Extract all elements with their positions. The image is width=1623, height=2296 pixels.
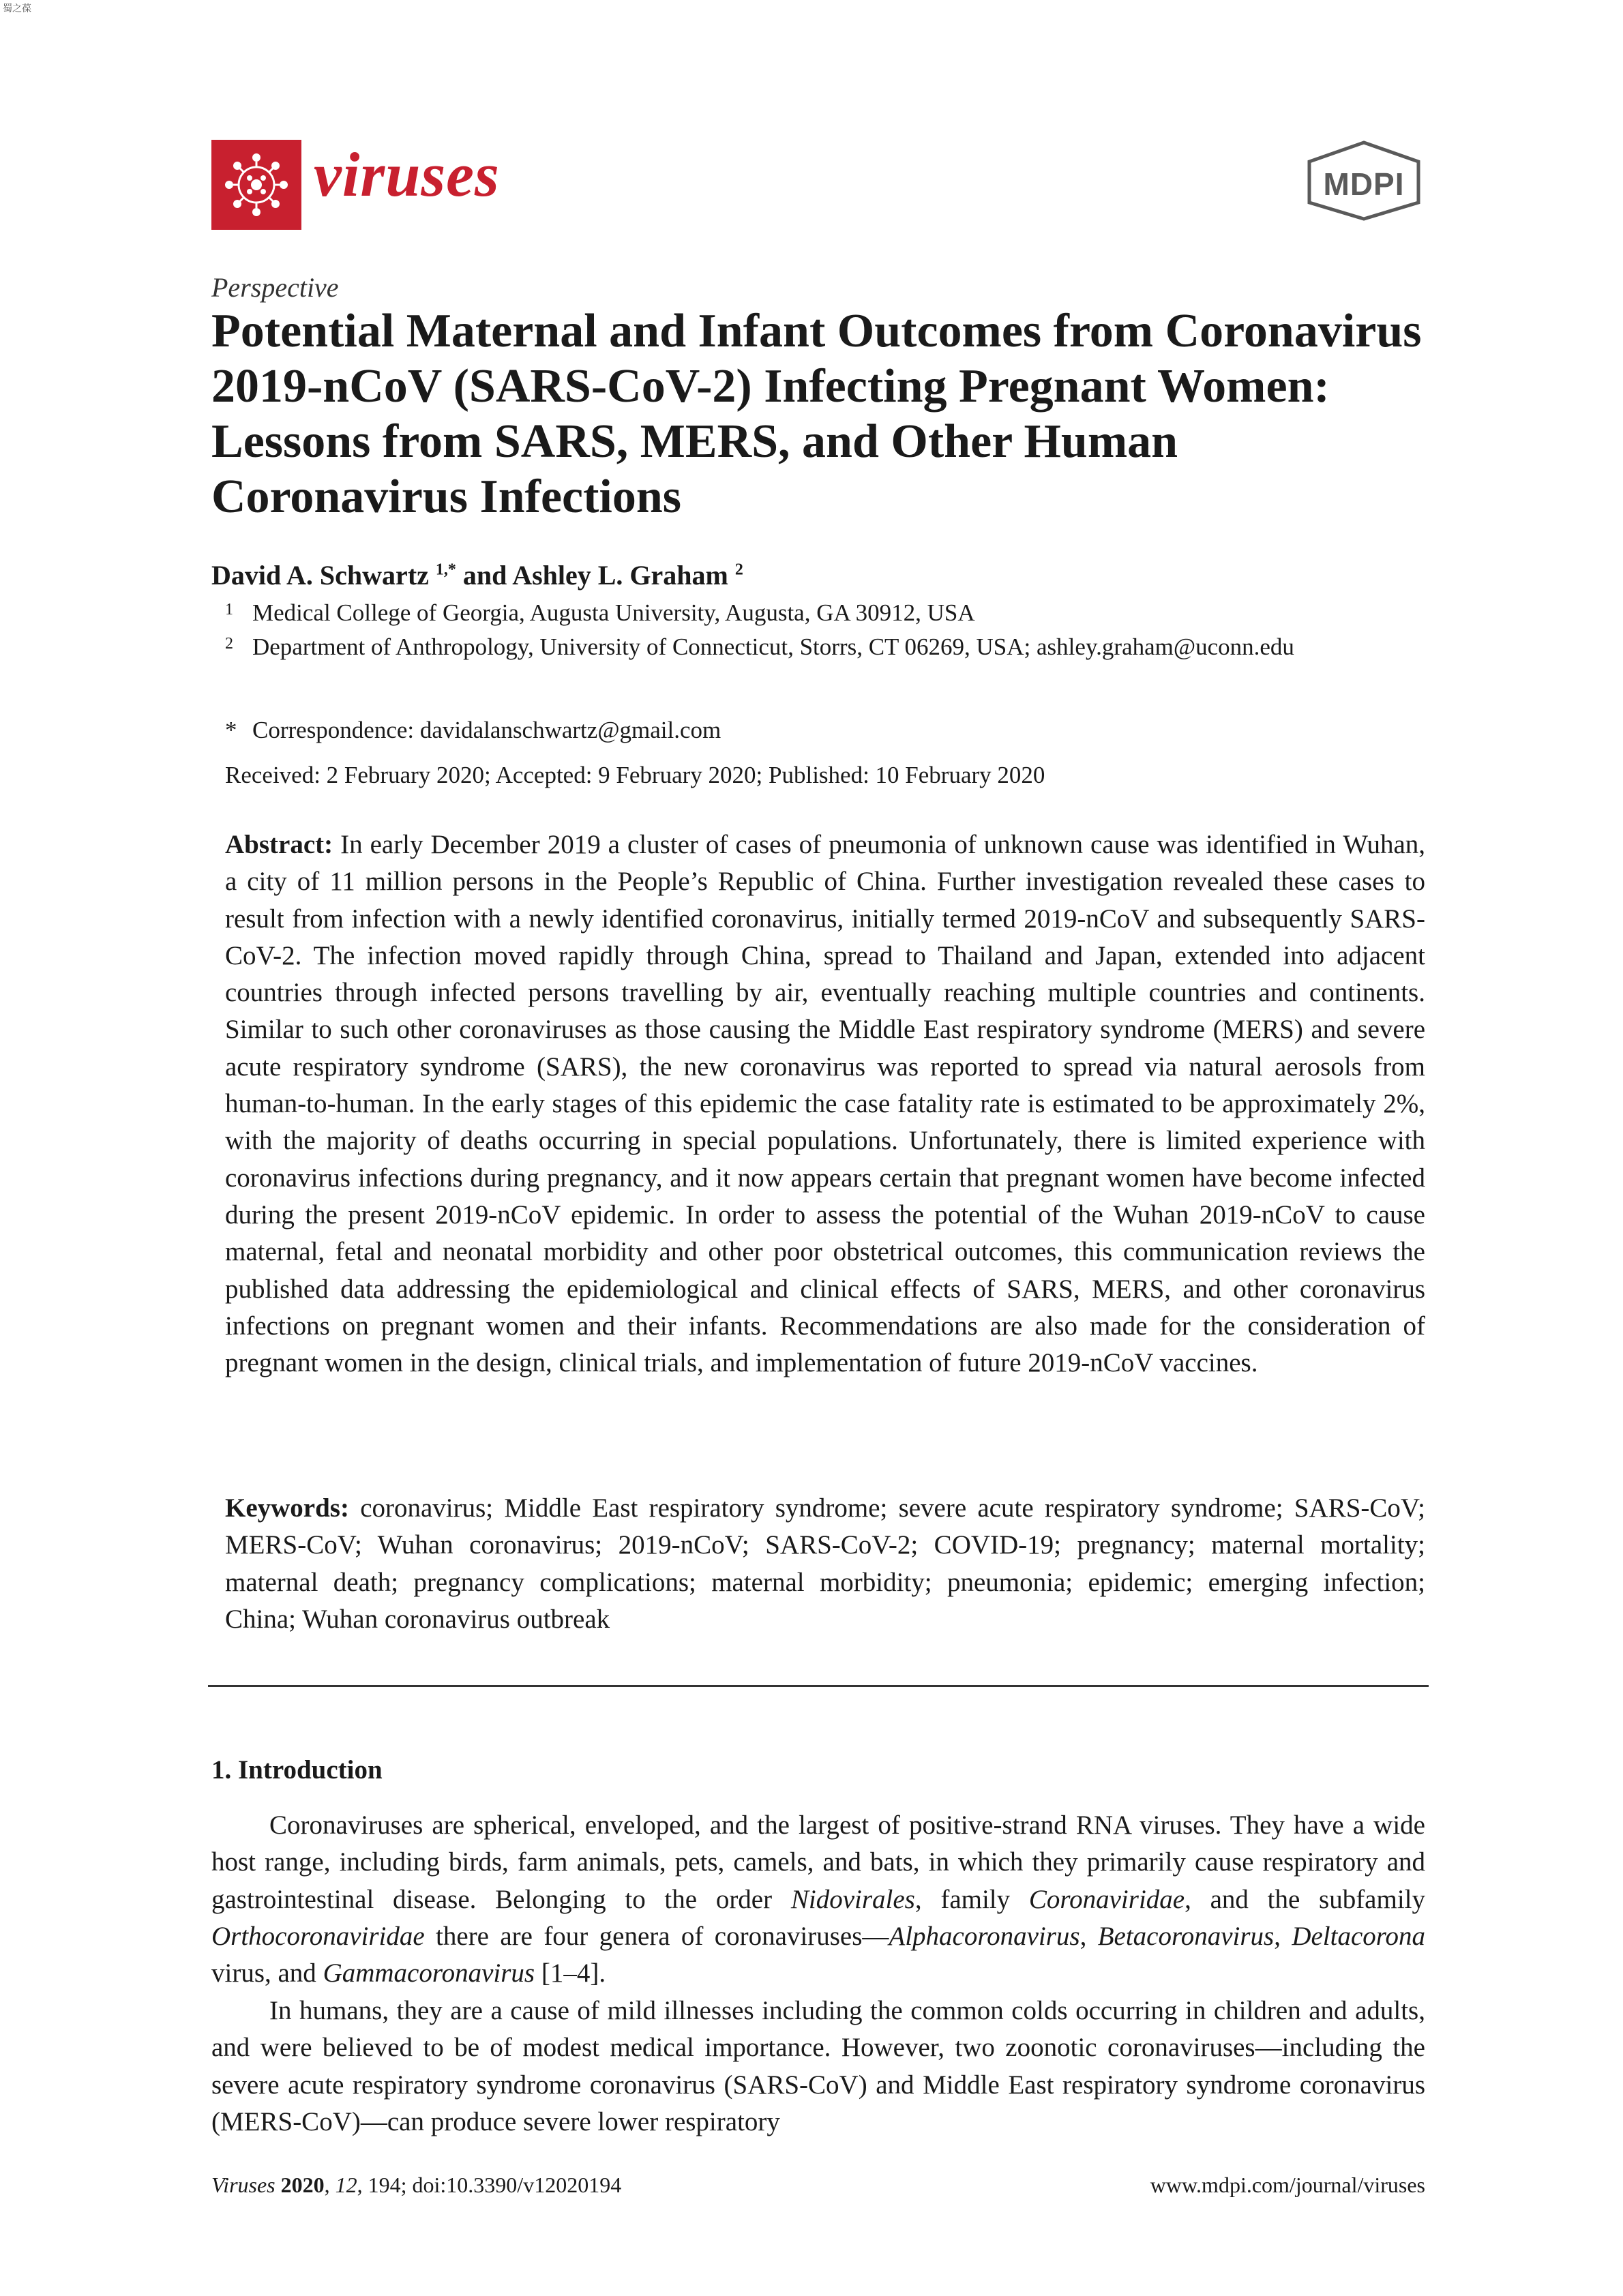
citation[interactable]: [1–4]. bbox=[535, 1958, 606, 1988]
text-run: virus, and bbox=[211, 1958, 323, 1988]
keywords-text: coronavirus; Middle East respiratory syndrome; severe acute respiratory syndrome; SARS-CoV; MERS-CoV; Wuhan coronavirus; 2019-nCoV; SARS-CoV-2; COVID-19; pregnancy; maternal mortality; maternal death; pregnancy complications; maternal morbidity; pneumonia; epidemic; emerging infection; China; Wuhan coronavirus outbreak bbox=[225, 1493, 1426, 1634]
affiliation-mark: 2 bbox=[225, 635, 233, 653]
intro-paragraph-1 bbox=[211, 1807, 1425, 1992]
journal-logo[interactable] bbox=[211, 140, 301, 230]
section-heading-introduction: 1. Introduction bbox=[211, 1755, 383, 1785]
taxon-family: Coronaviridae bbox=[1028, 1884, 1185, 1914]
affiliation-1 bbox=[225, 596, 1439, 629]
abstract-label: Abstract: bbox=[225, 830, 333, 859]
taxon-order: Nidovirales bbox=[790, 1884, 915, 1914]
keywords-label: Keywords: bbox=[225, 1493, 349, 1523]
footer-doi[interactable]: , 194; doi:10.3390/v12020194 bbox=[357, 2173, 622, 2197]
taxon-genus: Deltacorona bbox=[1292, 1921, 1425, 1951]
text-run: there are four genera of coronaviruses— bbox=[424, 1921, 889, 1951]
taxon-subfamily: Orthocoronaviridae bbox=[211, 1921, 425, 1951]
article-type: Perspective bbox=[211, 272, 339, 303]
footer-journal: Viruses bbox=[211, 2173, 276, 2197]
affiliation-mark: * bbox=[225, 717, 237, 743]
taxon-genus: Alphacoronavirus bbox=[889, 1921, 1080, 1951]
text-run: , bbox=[1079, 1921, 1098, 1951]
publication-dates: Received: 2 February 2020; Accepted: 9 February 2020; Published: 10 February 2020 bbox=[225, 762, 1045, 788]
taxon-genus: Betacoronavirus bbox=[1097, 1921, 1275, 1951]
footer-volume: 12 bbox=[335, 2173, 357, 2197]
footer-citation: Viruses 2020, 12, 194; doi:10.3390/v12020194 bbox=[211, 2173, 622, 2197]
text-run: Coronaviruses are spherical, enveloped, and the largest of positive-strand RNA viruses. They have a wide host range, including birds, farm animals, pets, camels, and bats, in which they primarily cause respiratory and gastrointestinal disease. Belonging to the order bbox=[211, 1810, 1425, 1914]
correspondence bbox=[225, 713, 1439, 747]
author-1[interactable]: David A. Schwartz bbox=[211, 560, 429, 591]
correspondence-text: Correspondence: davidalanschwartz@gmail.com bbox=[252, 717, 721, 743]
author-line bbox=[211, 559, 743, 591]
author-2-affiliation-mark: 2 bbox=[734, 561, 743, 579]
keywords bbox=[225, 1490, 1425, 1638]
text-run: , family bbox=[914, 1884, 1029, 1914]
article-title: Potential Maternal and Infant Outcomes from Coronavirus 2019-nCoV (SARS-CoV-2) Infecting Pregnant Women: Lessons from SARS, MERS, and Other Human Coronavirus Infections bbox=[211, 305, 1422, 523]
journal-name[interactable]: viruses bbox=[314, 140, 500, 209]
publisher-logo[interactable] bbox=[1302, 140, 1425, 222]
affiliation-text: Medical College of Georgia, Augusta University, Augusta, GA 30912, USA bbox=[252, 599, 975, 626]
taxon-genus: Gammacoronavirus bbox=[323, 1958, 535, 1988]
author-1-affiliation-mark: 1,* bbox=[435, 561, 456, 579]
affiliation-mark: 1 bbox=[225, 601, 233, 618]
publisher-name: MDPI bbox=[1323, 166, 1405, 202]
author-2[interactable]: Ashley L. Graham bbox=[512, 560, 728, 591]
section-divider bbox=[208, 1685, 1429, 1687]
affiliation-2 bbox=[225, 630, 1439, 664]
text-run: , and the subfamily bbox=[1185, 1884, 1425, 1914]
abstract bbox=[225, 826, 1425, 1382]
virus-icon bbox=[211, 140, 301, 230]
intro-paragraph-2: In humans, they are a cause of mild illnesses including the common colds occurring in children and adults, and were believed to be of modest medical importance. However, two zoonotic coronaviruses—including the severe acute respiratory syndrome coronavirus (SARS-CoV) and Middle East respiratory syndrome coronavirus (MERS-CoV)—can produce severe lower respiratory bbox=[211, 1996, 1425, 2136]
footer-year: 2020 bbox=[280, 2173, 325, 2197]
text-run: , bbox=[1274, 1921, 1292, 1951]
corner-mark: 蜀之葆 bbox=[3, 3, 31, 14]
abstract-text: In early December 2019 a cluster of cases of pneumonia of unknown cause was identified in Wuhan, a city of 11 million persons in the People’s Republic of China. Further investigation revealed these cases to result from infection with a newly identified coronavirus, initially termed 2019-nCoV and subsequently SARS-CoV-2. The infection moved rapidly through China, spread to Thailand and Japan, extended into adjacent countries through infected persons travelling by air, eventually reaching multiple countries and continents. Similar to such other coronaviruses as those causing the Middle East respiratory syndrome (MERS) and severe acute respiratory syndrome (SARS), the new coronavirus was reported to spread via natural aerosols from human-to-human. In the early stages of this epidemic the case fatality rate is estimated to be approximately 2%, with the majority of deaths occurring in special populations. Unfortunately, there is limited experience with coronavirus infections during pregnancy, and it now appears certain that pregnant women have become infected during the present 2019-nCoV epidemic. In order to assess the potential of the Wuhan 2019-nCoV to cause maternal, fetal and neonatal morbidity and other poor obstetrical outcomes, this communication reviews the published data addressing the epidemiological and clinical effects of SARS, MERS, and other coronavirus infections on pregnant women and their infants. Recommendations are also made for the consideration of pregnant women in the design, clinical trials, and implementation of future 2019-nCoV vaccines. bbox=[225, 830, 1426, 1378]
author-conjunction: and bbox=[462, 560, 507, 591]
affiliation-text: Department of Anthropology, University of Connecticut, Storrs, CT 06269, USA; ashley.graham@uconn.edu bbox=[252, 633, 1294, 660]
footer-url[interactable]: www.mdpi.com/journal/viruses bbox=[1150, 2173, 1425, 2197]
